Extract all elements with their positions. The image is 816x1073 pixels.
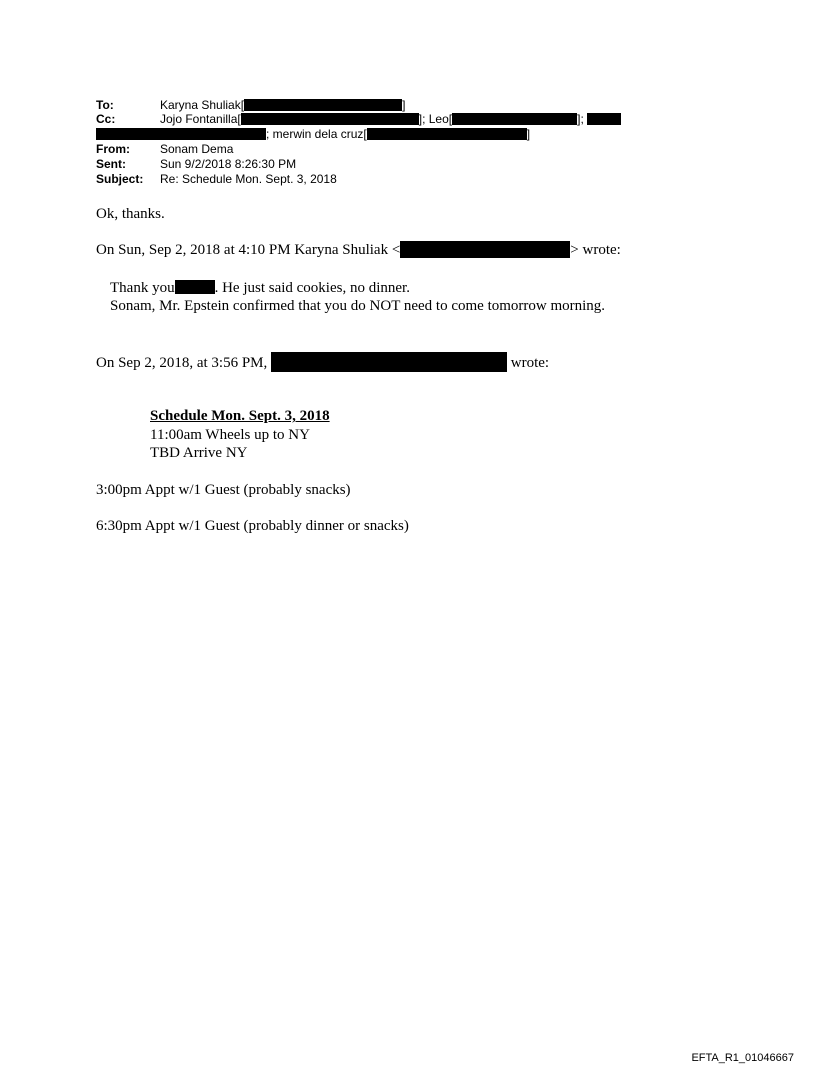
redaction-box (367, 128, 527, 140)
subject-value: Re: Schedule Mon. Sept. 3, 2018 (160, 172, 337, 186)
redaction-box (96, 128, 266, 140)
quote-line-2: Sonam, Mr. Epstein confirmed that you do NOT need to come tomorrow morning. (110, 298, 606, 314)
schedule-line-2: TBD Arrive NY (150, 445, 248, 461)
reply-text: Ok, thanks. (96, 206, 165, 222)
from-label: From: (96, 142, 130, 156)
appointment-1: 3:00pm Appt w/1 Guest (probably snacks) (96, 482, 351, 498)
quote-line-1: Thank you . He just said cookies, no dinner. (110, 280, 410, 296)
subject-label: Subject: (96, 172, 144, 186)
cc-name-3: merwin dela cruz (272, 127, 364, 141)
quote-header-1: On Sun, Sep 2, 2018 at 4:10 PM Karyna Shuliak < > wrote: (96, 242, 621, 258)
appointment-2: 6:30pm Appt w/1 Guest (probably dinner or snacks) (96, 518, 409, 534)
cc-name-2: Leo (428, 112, 449, 126)
redaction-box (175, 280, 215, 294)
redaction-box (587, 113, 621, 125)
sent-label: Sent: (96, 157, 126, 171)
sent-value: Sun 9/2/2018 8:26:30 PM (160, 157, 297, 171)
redaction-box (271, 352, 507, 372)
document-id: EFTA_R1_01046667 (691, 1052, 794, 1064)
to-label: To: (96, 98, 114, 112)
schedule-title: Schedule Mon. Sept. 3, 2018 (150, 408, 330, 424)
redaction-box (241, 113, 419, 125)
schedule-line-1: 11:00am Wheels up to NY (150, 427, 310, 443)
cc-name-1: Jojo Fontanilla (160, 112, 238, 126)
from-value: Sonam Dema (160, 142, 234, 156)
cc-label: Cc: (96, 112, 116, 126)
quote-header-2: On Sep 2, 2018, at 3:56 PM, wrote: (96, 352, 549, 372)
redaction-box (244, 99, 402, 111)
to-name: Karyna Shuliak (160, 98, 241, 112)
redaction-box (452, 113, 577, 125)
redaction-box (400, 241, 570, 258)
